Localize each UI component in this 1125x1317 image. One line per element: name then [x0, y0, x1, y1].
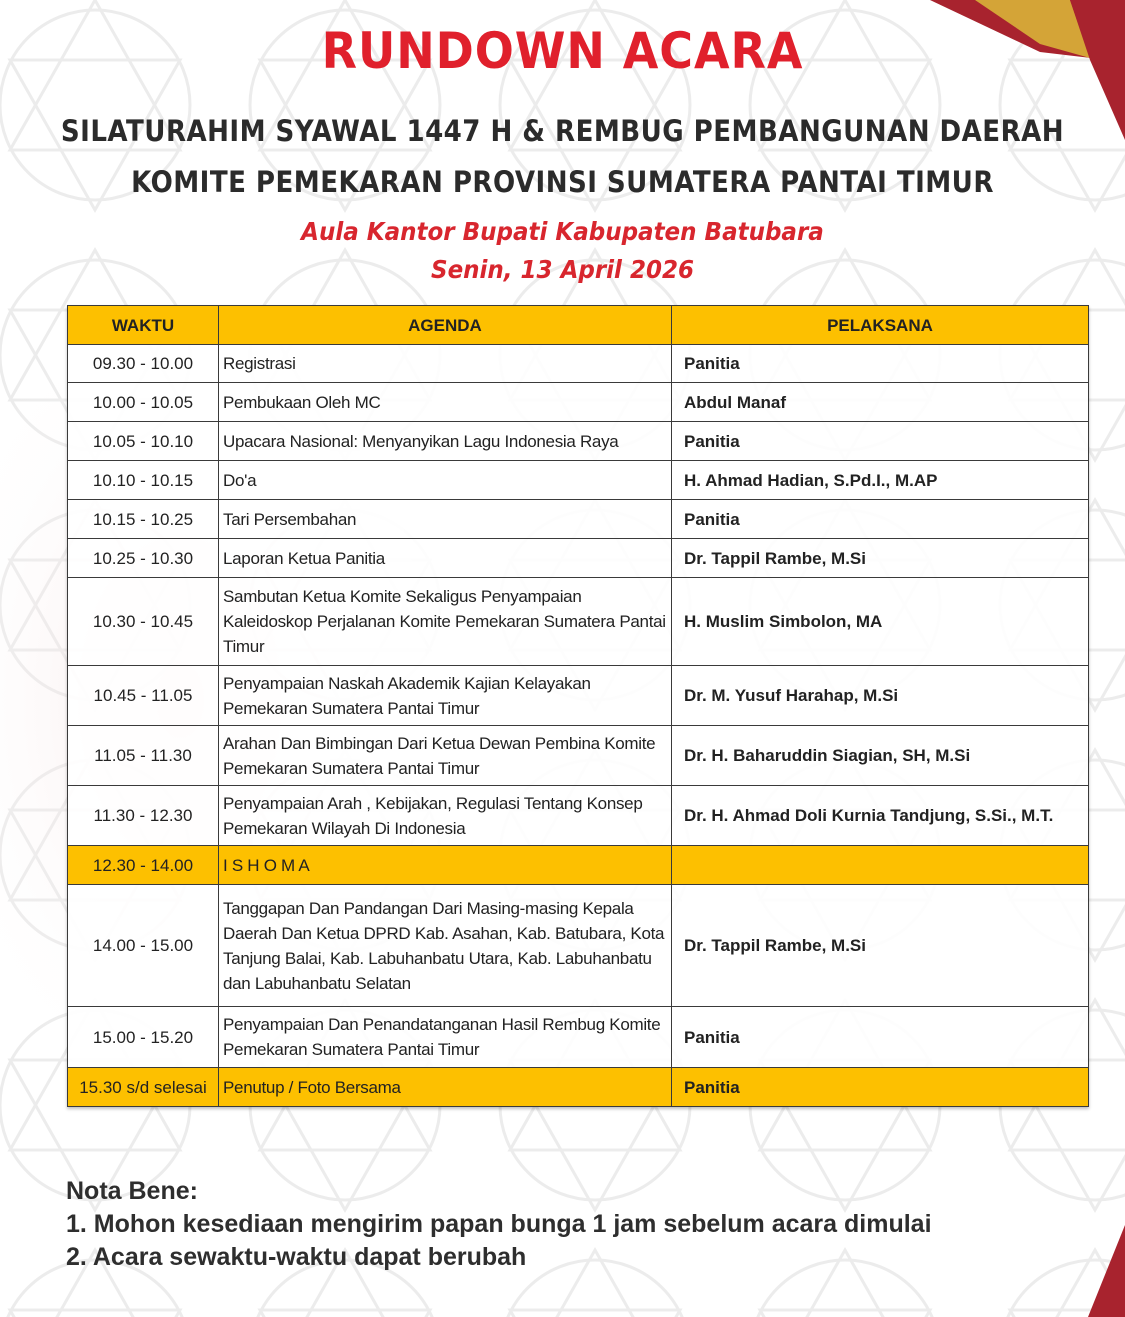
agenda-cell: Tari Persembahan: [219, 500, 672, 539]
table-row: [68, 885, 1089, 1007]
note-item: 1. Mohon kesediaan mengirim papan bunga 1 jam sebelum acara dimulai: [66, 1210, 932, 1238]
pelaksana-cell: Dr. H. Ahmad Doli Kurnia Tandjung, S.Si., M.T.: [672, 786, 1089, 846]
pelaksana-cell: Panitia: [672, 1068, 1089, 1107]
table-row: [68, 383, 1089, 422]
time-cell: 10.05 - 10.10: [68, 422, 219, 461]
time-cell: 10.10 - 10.15: [68, 461, 219, 500]
note-item: 2. Acara sewaktu-waktu dapat berubah: [66, 1243, 527, 1271]
table-row: [68, 1007, 1089, 1068]
table-header-row: [68, 306, 1089, 345]
table-row: [68, 786, 1089, 846]
pelaksana-cell: H. Ahmad Hadian, S.Pd.I., M.AP: [672, 461, 1089, 500]
time-cell: 11.05 - 11.30: [68, 726, 219, 786]
agenda-cell: Penyampaian Arah , Kebijakan, Regulasi Tentang Konsep Pemekaran Wilayah Di Indonesia: [219, 786, 672, 846]
time-cell: 11.30 - 12.30: [68, 786, 219, 846]
pelaksana-cell: Abdul Manaf: [672, 383, 1089, 422]
time-cell: 12.30 - 14.00: [68, 846, 219, 885]
event-venue: Aula Kantor Bupati Kabupaten Batubara: [301, 217, 824, 246]
table-row: [68, 539, 1089, 578]
agenda-cell: Penyampaian Naskah Akademik Kajian Kelayakan Pemekaran Sumatera Pantai Timur: [219, 666, 672, 726]
pelaksana-cell: [672, 846, 1089, 885]
time-cell: 15.00 - 15.20: [68, 1007, 219, 1068]
pelaksana-cell: Dr. Tappil Rambe, M.Si: [672, 885, 1089, 1007]
rundown-table: [67, 305, 1089, 1107]
time-cell: 09.30 - 10.00: [68, 345, 219, 383]
column-header-pelaksana: PELAKSANA: [672, 306, 1089, 345]
time-cell: 10.45 - 11.05: [68, 666, 219, 726]
time-cell: 10.30 - 10.45: [68, 578, 219, 666]
agenda-cell: Arahan Dan Bimbingan Dari Ketua Dewan Pembina Komite Pemekaran Sumatera Pantai Timur: [219, 726, 672, 786]
pelaksana-cell: Panitia: [672, 345, 1089, 383]
agenda-cell: Laporan Ketua Panitia: [219, 539, 672, 578]
table-row: [68, 578, 1089, 666]
agenda-cell: Registrasi: [219, 345, 672, 383]
table-row: [68, 666, 1089, 726]
agenda-cell: I S H O M A: [219, 846, 672, 885]
event-title-line1: SILATURAHIM SYAWAL 1447 H & REMBUG PEMBANGUNAN DAERAH: [60, 114, 1065, 148]
time-cell: 10.15 - 10.25: [68, 500, 219, 539]
column-header-waktu: WAKTU: [68, 306, 219, 345]
event-date: Senin, 13 April 2026: [431, 255, 694, 284]
pelaksana-cell: Dr. M. Yusuf Harahap, M.Si: [672, 666, 1089, 726]
notes-section: [66, 1175, 932, 1274]
pelaksana-cell: Dr. Tappil Rambe, M.Si: [672, 539, 1089, 578]
time-cell: 14.00 - 15.00: [68, 885, 219, 1007]
event-title-line2: KOMITE PEMEKARAN PROVINSI SUMATERA PANTAI TIMUR: [131, 165, 994, 199]
pelaksana-cell: Dr. H. Baharuddin Siagian, SH, M.Si: [672, 726, 1089, 786]
time-cell: 10.00 - 10.05: [68, 383, 219, 422]
table-body: [68, 345, 1089, 1107]
table-row: [68, 461, 1089, 500]
table-row: [68, 846, 1089, 885]
pelaksana-cell: Panitia: [672, 422, 1089, 461]
page-title: RUNDOWN ACARA: [321, 22, 804, 80]
agenda-cell: Sambutan Ketua Komite Sekaligus Penyampaian Kaleidoskop Perjalanan Komite Pemekaran Sumatera Pantai Timur: [219, 578, 672, 666]
table-row: [68, 726, 1089, 786]
pelaksana-cell: Panitia: [672, 1007, 1089, 1068]
table-row: [68, 422, 1089, 461]
agenda-cell: Tanggapan Dan Pandangan Dari Masing-masing Kepala Daerah Dan Ketua DPRD Kab. Asahan, Kab. Batubara, Kota Tanjung Balai, Kab. Labuhanbatu Utara, Kab. Labuhanbatu dan Labuhanbatu Selatan: [219, 885, 672, 1007]
table-row: [68, 345, 1089, 383]
time-cell: 15.30 s/d selesai: [68, 1068, 219, 1107]
column-header-agenda: AGENDA: [219, 306, 672, 345]
agenda-cell: Pembukaan Oleh MC: [219, 383, 672, 422]
table-row: [68, 1068, 1089, 1107]
agenda-cell: Penutup / Foto Bersama: [219, 1068, 672, 1107]
agenda-cell: Upacara Nasional: Menyanyikan Lagu Indonesia Raya: [219, 422, 672, 461]
pelaksana-cell: H. Muslim Simbolon, MA: [672, 578, 1089, 666]
time-cell: 10.25 - 10.30: [68, 539, 219, 578]
agenda-cell: Penyampaian Dan Penandatanganan Hasil Rembug Komite Pemekaran Sumatera Pantai Timur: [219, 1007, 672, 1068]
table-row: [68, 500, 1089, 539]
pelaksana-cell: Panitia: [672, 500, 1089, 539]
agenda-cell: Do'a: [219, 461, 672, 500]
notes-heading: Nota Bene:: [66, 1177, 198, 1205]
